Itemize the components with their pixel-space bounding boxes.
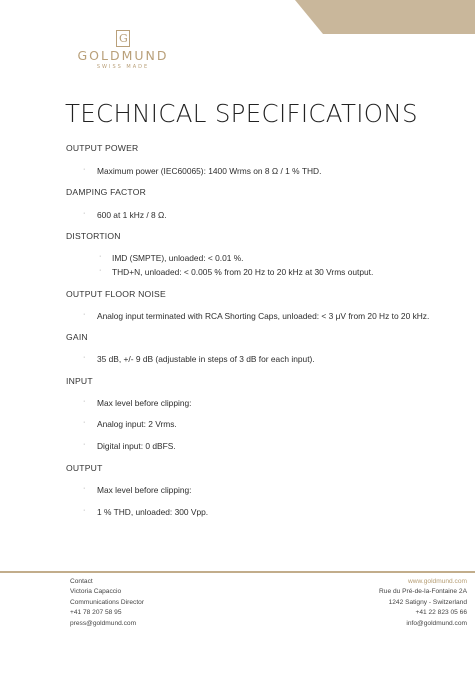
corner-accent-band: [295, 0, 475, 34]
spec-item: Digital input: 0 dBFS.: [97, 441, 176, 451]
bullet: ·: [83, 485, 86, 492]
footer-contact: [70, 577, 144, 629]
section-heading-output-floor-noise: OUTPUT FLOOR NOISE: [66, 289, 166, 299]
spec-item: 1 % THD, unloaded: 300 Vpp.: [97, 507, 209, 517]
spec-item: IMD (SMPTE), unloaded: < 0.01 %.: [112, 253, 244, 263]
contact-role: Communications Director: [70, 598, 145, 606]
bullet: ·: [83, 398, 86, 405]
brand-logo: [64, 30, 182, 70]
contact-label: Contact: [70, 578, 93, 585]
section-heading-damping-factor: DAMPING FACTOR: [66, 187, 146, 197]
section-heading-output-power: OUTPUT POWER: [66, 143, 139, 153]
bullet: ·: [83, 210, 86, 217]
spec-item: Max level before clipping:: [97, 485, 192, 495]
section-heading-distortion: DISTORTION: [66, 231, 121, 241]
spec-item: Maximum power (IEC60065): 1400 Wrms on 8 Ω / 1 % THD.: [97, 166, 322, 176]
bullet: ·: [83, 311, 86, 318]
spec-item: THD+N, unloaded: < 0.005 % from 20 Hz to 20 kHz at 30 Vrms output.: [112, 267, 374, 277]
brand-tagline: SWISS MADE: [96, 64, 150, 70]
section-heading-input: INPUT: [66, 376, 93, 386]
bullet: ·: [83, 166, 86, 173]
brand-mark-icon: G: [116, 30, 130, 47]
bullet: ·: [83, 354, 86, 361]
footer-address: [379, 577, 467, 629]
spec-item: Max level before clipping:: [97, 398, 192, 408]
website-link[interactable]: www.goldmund.com: [407, 578, 467, 585]
spec-item: Analog input: 2 Vrms.: [97, 419, 177, 429]
section-heading-gain: GAIN: [66, 332, 88, 342]
contact-email-link[interactable]: press@goldmund.com: [70, 619, 137, 627]
bullet: ·: [99, 267, 102, 274]
bullet: ·: [83, 419, 86, 426]
footer-divider: [0, 571, 475, 573]
spec-item: 35 dB, +/- 9 dB (adjustable in steps of 3 dB for each input).: [97, 354, 315, 364]
bullet: ·: [99, 253, 102, 260]
spec-item: 600 at 1 kHz / 8 Ω.: [97, 210, 167, 220]
spec-item: Analog input terminated with RCA Shorting Caps, unloaded: < 3 μV from 20 Hz to 20 kHz.: [97, 311, 430, 321]
address-line-2: 1242 Satigny - Switzerland: [388, 598, 467, 606]
address-line-1: Rue du Pré-de-la-Fontaine 2A: [379, 588, 467, 596]
company-phone: +41 22 823 05 66: [415, 609, 467, 617]
bullet: ·: [83, 507, 86, 514]
contact-phone: +41 78 207 58 95: [70, 609, 122, 617]
section-heading-output: OUTPUT: [66, 463, 103, 473]
contact-name: Victoria Capaccio: [70, 588, 122, 596]
bullet: ·: [83, 441, 86, 448]
page-title: TECHNICAL SPECIFICATIONS: [65, 99, 418, 128]
company-email-link[interactable]: info@goldmund.com: [406, 619, 467, 627]
brand-name: GOLDMUND: [77, 48, 169, 63]
